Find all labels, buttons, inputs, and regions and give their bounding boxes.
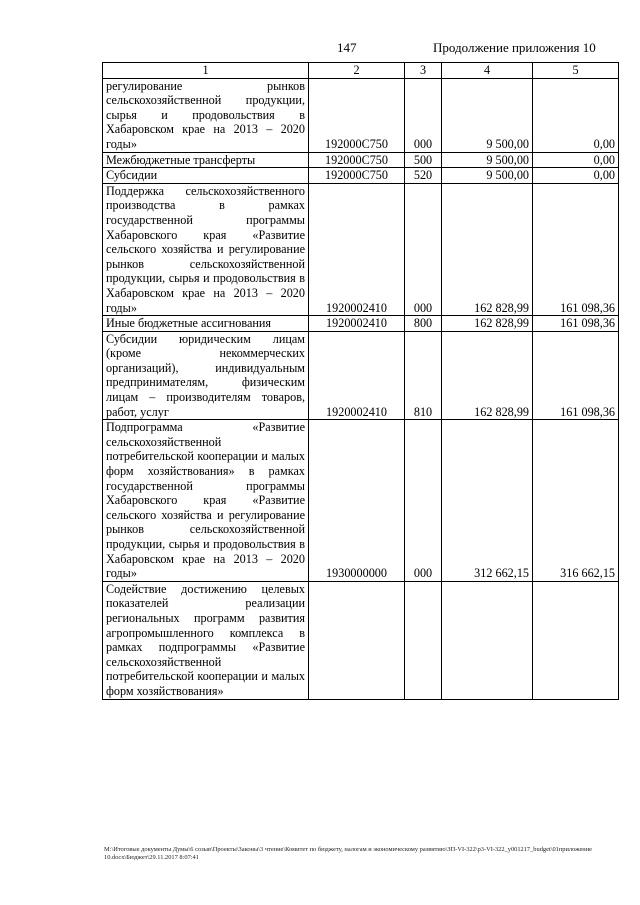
amount-col4: 9 500,00 (442, 168, 533, 184)
expense-group: 000 (405, 78, 442, 152)
amount-col4: 162 828,99 (442, 316, 533, 332)
target-code: 192000С750 (309, 78, 405, 152)
target-code: 1930000000 (309, 420, 405, 582)
target-code: 1920002410 (309, 331, 405, 420)
file-path-footer: М:\Итоговые документы Думы\6 созыв\Проекты\Законы\3 чтение\Комитет по бюджету, налогам и экономическому развитию\ЗП-VI-322\р3-VI-322_у001217_budget\01приложение 10.docx\Бюджет\29.11.2017 8:07:41 (104, 846, 592, 861)
table-row (103, 420, 619, 582)
amount-col5: 316 662,15 (533, 420, 619, 582)
column-number-row (103, 63, 619, 79)
budget-table (102, 62, 619, 700)
page-number: 147 (337, 40, 357, 55)
row-name: Субсидии (103, 168, 309, 184)
expense-group (405, 581, 442, 699)
amount-col4: 162 828,99 (442, 183, 533, 315)
amount-col4: 9 500,00 (442, 78, 533, 152)
target-code: 192000С750 (309, 152, 405, 168)
row-name: Подпрограмма «Развитие сельскохозяйственной потребительской кооперации и малых форм хозяйствования» в рамках государственной программы Хабаровского края «Развитие сельского хозяйства и регулирование рынков сельскохозяйственной продукции, сырья и продовольствия в Хабаровском крае на 2013 – 2020 годы» (103, 420, 309, 582)
continuation-label: Продолжение приложения 10 (433, 40, 596, 55)
column-header: 5 (533, 63, 619, 79)
table-row (103, 183, 619, 315)
amount-col4: 9 500,00 (442, 152, 533, 168)
amount-col4 (442, 581, 533, 699)
amount-col5: 161 098,36 (533, 316, 619, 332)
amount-col5: 0,00 (533, 168, 619, 184)
expense-group: 500 (405, 152, 442, 168)
expense-group: 810 (405, 331, 442, 420)
row-name: Содействие достижению целевых показателей реализации региональных программ развития агропромышленного комплекса в рамках подпрограммы «Развитие сельскохозяйственной потребительской кооперации и малых форм хозяйствования» (103, 581, 309, 699)
amount-col5: 161 098,36 (533, 331, 619, 420)
row-name: Субсидии юридическим лицам (кроме некоммерческих организаций), индивидуальным предпринимателям, физическим лицам – производителям товаров, работ, услуг (103, 331, 309, 420)
row-name: Поддержка сельскохозяйственного производства в рамках государственной программы Хабаровского края «Развитие сельского хозяйства и регулирование рынков сельскохозяйственной продукции, сырья и продовольствия в Хабаровском крае на 2013 – 2020 годы» (103, 183, 309, 315)
target-code: 192000С750 (309, 168, 405, 184)
row-name: Иные бюджетные ассигнования (103, 316, 309, 332)
target-code: 1920002410 (309, 183, 405, 315)
row-name: Межбюджетные трансферты (103, 152, 309, 168)
amount-col5: 0,00 (533, 78, 619, 152)
amount-col5 (533, 581, 619, 699)
column-header: 3 (405, 63, 442, 79)
table-row (103, 78, 619, 152)
row-name: регулирование рынков сельскохозяйственной продукции, сырья и продовольствия в Хабаровском крае на 2013 – 2020 годы» (103, 78, 309, 152)
column-header: 2 (309, 63, 405, 79)
expense-group: 000 (405, 420, 442, 582)
amount-col4: 162 828,99 (442, 331, 533, 420)
column-header: 4 (442, 63, 533, 79)
expense-group: 520 (405, 168, 442, 184)
target-code: 1920002410 (309, 316, 405, 332)
table-row (103, 316, 619, 332)
table-row (103, 581, 619, 699)
table-row (103, 168, 619, 184)
amount-col5: 161 098,36 (533, 183, 619, 315)
target-code (309, 581, 405, 699)
table-row (103, 152, 619, 168)
amount-col5: 0,00 (533, 152, 619, 168)
amount-col4: 312 662,15 (442, 420, 533, 582)
expense-group: 000 (405, 183, 442, 315)
table-row (103, 331, 619, 420)
column-header: 1 (103, 63, 309, 79)
expense-group: 800 (405, 316, 442, 332)
